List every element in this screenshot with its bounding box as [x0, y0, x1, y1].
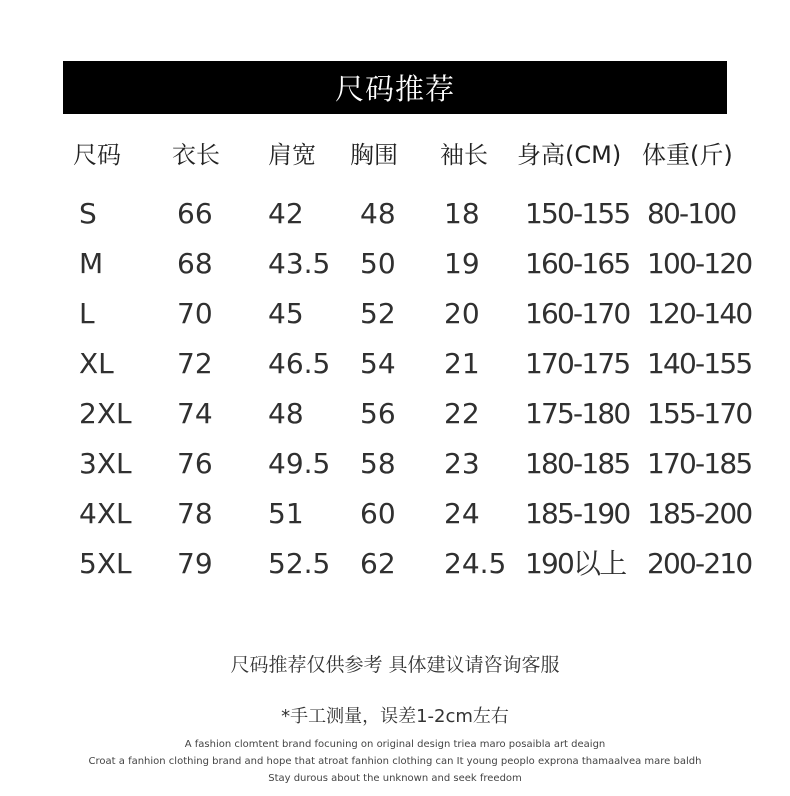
table-cell-chest: 52	[360, 297, 396, 330]
header-sleeve: 袖长	[440, 141, 488, 169]
table-cell-chest: 48	[360, 197, 396, 230]
table-cell-height: 150-155	[525, 197, 630, 230]
table-cell-chest: 62	[360, 547, 396, 580]
table-cell-chest: 58	[360, 447, 396, 480]
table-cell-length: 72	[177, 347, 213, 380]
table-cell-height: 160-165	[525, 247, 630, 280]
table-cell-weight: 155-170	[647, 397, 752, 430]
table-cell-shoulder: 43.5	[268, 247, 331, 280]
table-cell-size: XL	[79, 347, 114, 380]
header-weight: 体重(斤)	[642, 141, 733, 169]
table-cell-shoulder: 52.5	[268, 547, 331, 580]
table-cell-chest: 54	[360, 347, 396, 380]
table-cell-height: 175-180	[525, 397, 630, 430]
table-cell-weight: 200-210	[647, 547, 752, 580]
brand-tagline-line: Stay durous about the unknown and seek freedom	[268, 773, 522, 784]
table-cell-sleeve: 22	[444, 397, 480, 430]
table-cell-size: L	[79, 297, 95, 330]
table-cell-weight: 80-100	[647, 197, 736, 230]
table-cell-size: 2XL	[79, 397, 132, 430]
table-cell-chest: 60	[360, 497, 396, 530]
table-cell-length: 74	[177, 397, 213, 430]
header-height: 身高(CM)	[517, 141, 622, 169]
table-cell-sleeve: 21	[444, 347, 480, 380]
brand-tagline-line: Croat a fanhion clothing brand and hope that atroat fanhion clothing can It young peoplo exprona thamaalvea mare baldh	[88, 756, 702, 767]
table-cell-sleeve: 20	[444, 297, 480, 330]
table-cell-size: M	[79, 247, 104, 280]
table-cell-size: 4XL	[79, 497, 132, 530]
size-recommendation-note: 尺码推荐仅供参考 具体建议请咨询客服	[230, 654, 560, 676]
table-cell-shoulder: 48	[268, 397, 304, 430]
header-size: 尺码	[73, 141, 121, 169]
header-shoulder: 肩宽	[268, 141, 316, 169]
table-cell-length: 79	[177, 547, 213, 580]
page-title: 尺码推荐	[334, 72, 455, 106]
table-cell-size: S	[79, 197, 97, 230]
table-cell-shoulder: 45	[268, 297, 304, 330]
table-cell-shoulder: 46.5	[268, 347, 331, 380]
table-cell-length: 78	[177, 497, 213, 530]
measurement-note: *手工测量，误差1-2cm左右	[281, 706, 509, 727]
table-cell-weight: 140-155	[647, 347, 752, 380]
table-cell-sleeve: 18	[444, 197, 480, 230]
table-cell-height: 170-175	[525, 347, 630, 380]
table-cell-height: 190以上	[525, 547, 626, 580]
table-cell-weight: 120-140	[647, 297, 752, 330]
table-cell-sleeve: 19	[444, 247, 480, 280]
table-cell-chest: 50	[360, 247, 396, 280]
table-cell-weight: 170-185	[647, 447, 752, 480]
table-cell-height: 180-185	[525, 447, 630, 480]
table-cell-sleeve: 24	[444, 497, 480, 530]
table-cell-height: 185-190	[525, 497, 630, 530]
table-cell-shoulder: 42	[268, 197, 304, 230]
table-cell-length: 68	[177, 247, 213, 280]
table-cell-length: 66	[177, 197, 213, 230]
table-cell-sleeve: 23	[444, 447, 480, 480]
table-cell-size: 3XL	[79, 447, 132, 480]
table-cell-height: 160-170	[525, 297, 630, 330]
header-length: 衣长	[172, 141, 220, 169]
table-cell-weight: 185-200	[647, 497, 752, 530]
header-chest: 胸围	[350, 141, 398, 169]
table-cell-sleeve: 24.5	[444, 547, 507, 580]
brand-tagline-line: A fashion clomtent brand focuning on original design triea maro posaibla art deaign	[184, 739, 606, 750]
table-cell-chest: 56	[360, 397, 396, 430]
table-cell-weight: 100-120	[647, 247, 752, 280]
table-cell-size: 5XL	[79, 547, 132, 580]
table-cell-length: 70	[177, 297, 213, 330]
table-cell-length: 76	[177, 447, 213, 480]
table-cell-shoulder: 51	[268, 497, 304, 530]
table-cell-shoulder: 49.5	[268, 447, 331, 480]
